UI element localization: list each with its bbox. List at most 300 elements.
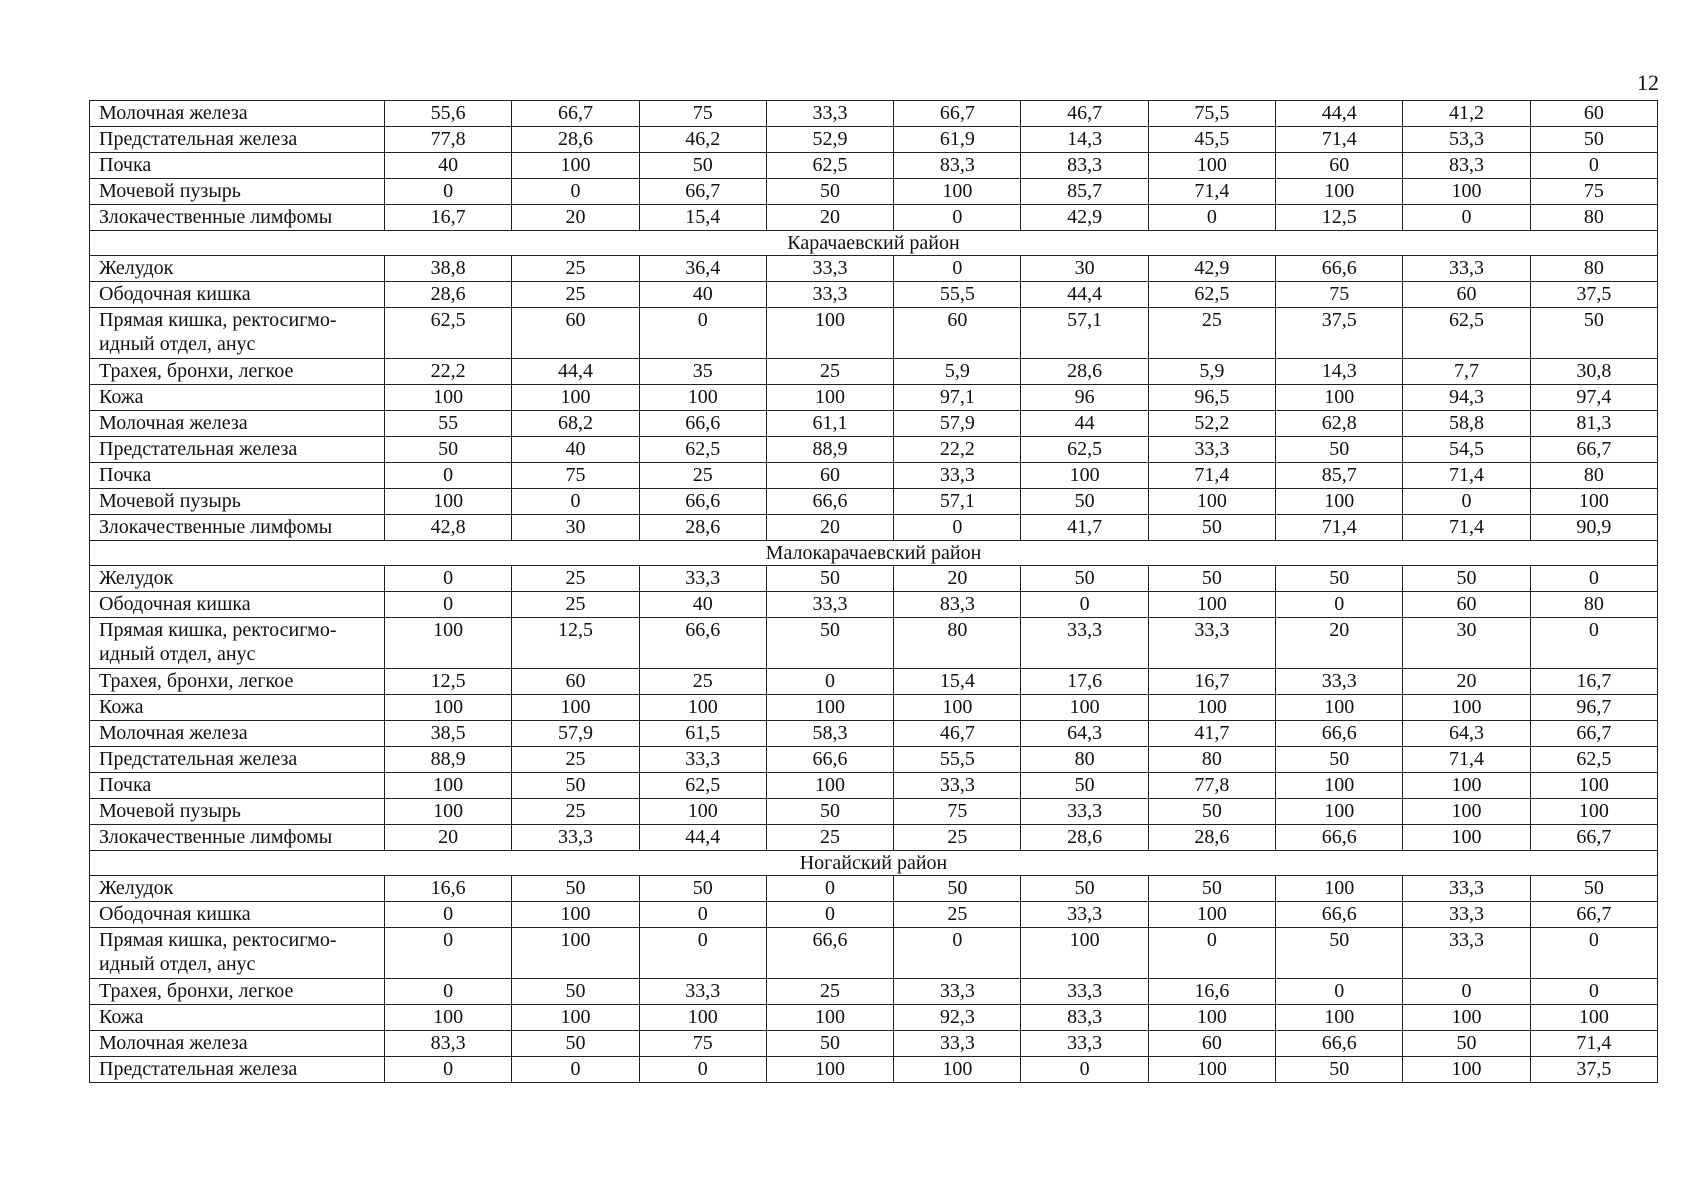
table-cell: 100	[1276, 695, 1403, 721]
table-cell: 25	[512, 799, 639, 825]
table-cell: 0	[1530, 618, 1657, 669]
table-cell: 62,5	[1530, 747, 1657, 773]
table-cell: 0	[766, 669, 893, 695]
table-cell: 0	[385, 179, 512, 205]
table-cell: 0	[1276, 979, 1403, 1005]
table-cell: 0	[766, 902, 893, 928]
row-label: Кожа	[90, 385, 385, 411]
table-row	[90, 411, 1658, 437]
table-cell: 83,3	[894, 592, 1021, 618]
table-cell: 0	[894, 256, 1021, 282]
table-cell: 100	[512, 153, 639, 179]
table-cell: 100	[1148, 153, 1275, 179]
table-cell: 68,2	[512, 411, 639, 437]
table-cell: 0	[512, 179, 639, 205]
table-cell: 20	[766, 205, 893, 231]
row-label: Злокачественные лимфомы	[90, 205, 385, 231]
table-cell: 100	[385, 773, 512, 799]
table-row	[90, 437, 1658, 463]
table-row	[90, 1057, 1658, 1083]
table-cell: 75	[1276, 282, 1403, 308]
table-cell: 100	[512, 695, 639, 721]
table-cell: 66,6	[1276, 902, 1403, 928]
table-cell: 100	[1021, 463, 1148, 489]
table-cell: 100	[894, 1057, 1021, 1083]
table-cell: 100	[1276, 773, 1403, 799]
table-cell: 66,7	[894, 101, 1021, 127]
table-cell: 33,3	[639, 979, 766, 1005]
table-cell: 20	[1403, 669, 1530, 695]
table-cell: 71,4	[1276, 515, 1403, 541]
table-cell: 96,7	[1530, 695, 1657, 721]
table-cell: 0	[1148, 205, 1275, 231]
table-cell: 20	[385, 825, 512, 851]
table-cell: 100	[385, 385, 512, 411]
table-cell: 100	[1276, 489, 1403, 515]
table-cell: 100	[385, 489, 512, 515]
table-cell: 62,8	[1276, 411, 1403, 437]
table-cell: 25	[894, 902, 1021, 928]
table-cell: 50	[1276, 566, 1403, 592]
table-cell: 60	[512, 669, 639, 695]
table-cell: 62,5	[1148, 282, 1275, 308]
table-cell: 100	[639, 1005, 766, 1031]
table-cell: 80	[1148, 747, 1275, 773]
table-cell: 0	[1403, 205, 1530, 231]
table-cell: 61,1	[766, 411, 893, 437]
table-cell: 52,9	[766, 127, 893, 153]
table-cell: 25	[512, 592, 639, 618]
table-cell: 50	[766, 1031, 893, 1057]
table-cell: 75	[1530, 179, 1657, 205]
table-cell: 42,9	[1148, 256, 1275, 282]
table-cell: 88,9	[385, 747, 512, 773]
table-cell: 66,7	[1530, 721, 1657, 747]
row-label: Кожа	[90, 695, 385, 721]
table-cell: 100	[1148, 592, 1275, 618]
table-cell: 37,5	[1276, 308, 1403, 359]
table-cell: 50	[1148, 799, 1275, 825]
table-cell: 0	[894, 928, 1021, 979]
row-label: Трахея, бронхи, легкое	[90, 669, 385, 695]
table-cell: 36,4	[639, 256, 766, 282]
table-cell: 0	[1148, 928, 1275, 979]
table-cell: 60	[1276, 153, 1403, 179]
table-row	[90, 721, 1658, 747]
table-cell: 40	[639, 592, 766, 618]
table-cell: 71,4	[1530, 1031, 1657, 1057]
table-cell: 100	[1403, 799, 1530, 825]
table-cell: 38,5	[385, 721, 512, 747]
table-cell: 100	[1403, 695, 1530, 721]
table-cell: 96	[1021, 385, 1148, 411]
table-cell: 62,5	[1403, 308, 1530, 359]
table-cell: 33,3	[1148, 618, 1275, 669]
table-cell: 66,6	[639, 411, 766, 437]
table-cell: 15,4	[639, 205, 766, 231]
table-cell: 75	[639, 101, 766, 127]
table-cell: 100	[1403, 179, 1530, 205]
table-cell: 22,2	[894, 437, 1021, 463]
row-label: Молочная железа	[90, 101, 385, 127]
table-row	[90, 592, 1658, 618]
table-cell: 55	[385, 411, 512, 437]
table-cell: 0	[639, 1057, 766, 1083]
table-cell: 41,7	[1021, 515, 1148, 541]
table-cell: 100	[385, 695, 512, 721]
table-cell: 0	[1403, 979, 1530, 1005]
row-label: Молочная железа	[90, 721, 385, 747]
table-cell: 50	[1530, 308, 1657, 359]
table-cell: 16,7	[1530, 669, 1657, 695]
table-cell: 30	[1021, 256, 1148, 282]
table-cell: 58,8	[1403, 411, 1530, 437]
table-cell: 25	[766, 825, 893, 851]
table-cell: 66,6	[1276, 1031, 1403, 1057]
table-cell: 0	[385, 979, 512, 1005]
row-label: Мочевой пузырь	[90, 489, 385, 515]
row-label: Прямая кишка, ректосигмо-идный отдел, анус	[90, 308, 385, 359]
page-number: 12	[1637, 70, 1659, 95]
table-cell: 61,9	[894, 127, 1021, 153]
table-row	[90, 385, 1658, 411]
row-label: Почка	[90, 463, 385, 489]
table-cell: 0	[1403, 489, 1530, 515]
table-cell: 66,6	[1276, 825, 1403, 851]
table-cell: 33,3	[894, 463, 1021, 489]
table-row	[90, 489, 1658, 515]
table-cell: 64,3	[1403, 721, 1530, 747]
table-cell: 33,3	[1403, 928, 1530, 979]
table-cell: 25	[512, 282, 639, 308]
table-cell: 33,3	[1021, 618, 1148, 669]
table-cell: 100	[639, 385, 766, 411]
table-cell: 35	[639, 359, 766, 385]
table-cell: 64,3	[1021, 721, 1148, 747]
table-cell: 100	[894, 179, 1021, 205]
table-cell: 100	[766, 773, 893, 799]
table-cell: 25	[766, 359, 893, 385]
table-row	[90, 153, 1658, 179]
table-cell: 100	[766, 1005, 893, 1031]
table-cell: 12,5	[512, 618, 639, 669]
table-cell: 50	[1530, 876, 1657, 902]
table-cell: 40	[385, 153, 512, 179]
table-cell: 0	[1530, 153, 1657, 179]
row-label: Желудок	[90, 256, 385, 282]
table-cell: 16,6	[1148, 979, 1275, 1005]
table-cell: 0	[1021, 592, 1148, 618]
table-cell: 100	[1403, 1057, 1530, 1083]
table-cell: 50	[512, 876, 639, 902]
table-cell: 0	[1530, 928, 1657, 979]
table-cell: 12,5	[385, 669, 512, 695]
table-cell: 100	[766, 1057, 893, 1083]
table-cell: 66,7	[639, 179, 766, 205]
table-cell: 25	[512, 566, 639, 592]
table-cell: 33,3	[894, 773, 1021, 799]
table-cell: 50	[766, 799, 893, 825]
table-cell: 0	[385, 928, 512, 979]
table-cell: 85,7	[1276, 463, 1403, 489]
table-cell: 60	[1148, 1031, 1275, 1057]
table-cell: 71,4	[1148, 179, 1275, 205]
table-cell: 44,4	[512, 359, 639, 385]
table-cell: 45,5	[1148, 127, 1275, 153]
table-cell: 100	[639, 695, 766, 721]
table-cell: 62,5	[1021, 437, 1148, 463]
table-cell: 90,9	[1530, 515, 1657, 541]
table-cell: 66,6	[766, 747, 893, 773]
table-cell: 0	[639, 928, 766, 979]
table-cell: 53,3	[1403, 127, 1530, 153]
table-cell: 0	[512, 489, 639, 515]
table-cell: 50	[1021, 773, 1148, 799]
table-cell: 100	[512, 902, 639, 928]
table-cell: 33,3	[1403, 902, 1530, 928]
table-cell: 28,6	[1021, 359, 1148, 385]
table-cell: 66,7	[1530, 825, 1657, 851]
table-cell: 88,9	[766, 437, 893, 463]
table-cell: 20	[1276, 618, 1403, 669]
table-cell: 50	[766, 618, 893, 669]
table-cell: 33,3	[1148, 437, 1275, 463]
table-cell: 66,6	[639, 489, 766, 515]
table-cell: 14,3	[1021, 127, 1148, 153]
row-label: Злокачественные лимфомы	[90, 825, 385, 851]
region-header-row	[90, 851, 1658, 876]
table-cell: 100	[894, 695, 1021, 721]
table-cell: 0	[894, 515, 1021, 541]
table-cell: 33,3	[1021, 902, 1148, 928]
row-label: Злокачественные лимфомы	[90, 515, 385, 541]
table-cell: 66,7	[1530, 902, 1657, 928]
table-row	[90, 979, 1658, 1005]
table-row	[90, 127, 1658, 153]
row-label: Почка	[90, 773, 385, 799]
table-cell: 100	[1530, 773, 1657, 799]
table-cell: 77,8	[385, 127, 512, 153]
table-cell: 0	[639, 902, 766, 928]
table-row	[90, 1031, 1658, 1057]
region-header-row	[90, 541, 1658, 566]
table-cell: 55,6	[385, 101, 512, 127]
table-cell: 0	[1021, 1057, 1148, 1083]
table-row	[90, 205, 1658, 231]
table-cell: 60	[766, 463, 893, 489]
table-cell: 20	[512, 205, 639, 231]
table-cell: 33,3	[766, 256, 893, 282]
row-label: Молочная железа	[90, 1031, 385, 1057]
table-cell: 83,3	[1021, 1005, 1148, 1031]
table-body	[90, 101, 1658, 1083]
table-cell: 16,7	[1148, 669, 1275, 695]
table-cell: 40	[639, 282, 766, 308]
table-cell: 50	[1276, 1057, 1403, 1083]
table-cell: 44,4	[639, 825, 766, 851]
row-label: Предстательная железа	[90, 127, 385, 153]
table-cell: 58,3	[766, 721, 893, 747]
table-cell: 100	[766, 385, 893, 411]
row-label: Предстательная железа	[90, 437, 385, 463]
table-cell: 60	[894, 308, 1021, 359]
row-label: Молочная железа	[90, 411, 385, 437]
table-cell: 83,3	[894, 153, 1021, 179]
table-cell: 60	[1530, 101, 1657, 127]
table-cell: 100	[1403, 825, 1530, 851]
table-cell: 71,4	[1276, 127, 1403, 153]
row-label: Предстательная железа	[90, 1057, 385, 1083]
table-cell: 75,5	[1148, 101, 1275, 127]
table-cell: 57,9	[894, 411, 1021, 437]
table-cell: 83,3	[385, 1031, 512, 1057]
table-row	[90, 876, 1658, 902]
table-cell: 25	[894, 825, 1021, 851]
table-cell: 77,8	[1148, 773, 1275, 799]
table-cell: 16,6	[385, 876, 512, 902]
table-cell: 61,5	[639, 721, 766, 747]
table-cell: 0	[385, 902, 512, 928]
table-cell: 33,3	[512, 825, 639, 851]
row-label: Желудок	[90, 876, 385, 902]
row-label: Трахея, бронхи, легкое	[90, 979, 385, 1005]
table-cell: 50	[1276, 747, 1403, 773]
table-cell: 12,5	[1276, 205, 1403, 231]
table-cell: 25	[1148, 308, 1275, 359]
table-cell: 25	[639, 669, 766, 695]
table-cell: 57,1	[1021, 308, 1148, 359]
table-cell: 57,1	[894, 489, 1021, 515]
table-cell: 50	[1148, 876, 1275, 902]
table-cell: 57,9	[512, 721, 639, 747]
table-cell: 42,8	[385, 515, 512, 541]
table-cell: 25	[766, 979, 893, 1005]
table-cell: 80	[1021, 747, 1148, 773]
table-cell: 17,6	[1021, 669, 1148, 695]
table-row	[90, 179, 1658, 205]
table-cell: 25	[639, 463, 766, 489]
row-label: Почка	[90, 153, 385, 179]
table-cell: 80	[1530, 463, 1657, 489]
table-cell: 100	[385, 618, 512, 669]
table-cell: 41,7	[1148, 721, 1275, 747]
table-cell: 100	[1530, 489, 1657, 515]
table-cell: 50	[1148, 515, 1275, 541]
table-cell: 37,5	[1530, 1057, 1657, 1083]
table-cell: 100	[1530, 1005, 1657, 1031]
table-cell: 62,5	[639, 773, 766, 799]
table-cell: 52,2	[1148, 411, 1275, 437]
table-cell: 28,6	[385, 282, 512, 308]
table-cell: 28,6	[1148, 825, 1275, 851]
table-cell: 44,4	[1021, 282, 1148, 308]
table-cell: 66,6	[639, 618, 766, 669]
table-cell: 33,3	[1021, 1031, 1148, 1057]
row-label: Прямая кишка, ректосигмо-идный отдел, анус	[90, 618, 385, 669]
table-cell: 100	[1276, 1005, 1403, 1031]
table-cell: 100	[766, 695, 893, 721]
table-cell: 81,3	[1530, 411, 1657, 437]
table-row	[90, 825, 1658, 851]
table-cell: 33,3	[1021, 799, 1148, 825]
table-cell: 50	[1276, 928, 1403, 979]
table-row	[90, 359, 1658, 385]
table-cell: 100	[1148, 1005, 1275, 1031]
table-cell: 46,7	[1021, 101, 1148, 127]
table-cell: 66,7	[1530, 437, 1657, 463]
table-cell: 62,5	[385, 308, 512, 359]
table-cell: 41,2	[1403, 101, 1530, 127]
table-cell: 100	[766, 308, 893, 359]
table-cell: 50	[1021, 566, 1148, 592]
table-cell: 50	[512, 773, 639, 799]
table-cell: 50	[385, 437, 512, 463]
table-cell: 80	[1530, 205, 1657, 231]
table-cell: 96,5	[1148, 385, 1275, 411]
table-cell: 25	[512, 256, 639, 282]
table-cell: 54,5	[1403, 437, 1530, 463]
table-cell: 0	[894, 205, 1021, 231]
table-cell: 33,3	[894, 979, 1021, 1005]
row-label: Прямая кишка, ректосигмо-идный отдел, анус	[90, 928, 385, 979]
row-label: Ободочная кишка	[90, 282, 385, 308]
table-cell: 33,3	[1021, 979, 1148, 1005]
table-cell: 92,3	[894, 1005, 1021, 1031]
region-name: Карачаевский район	[90, 231, 1658, 256]
table-cell: 100	[1148, 902, 1275, 928]
table-cell: 50	[639, 153, 766, 179]
data-table-container	[89, 100, 1657, 1083]
table-cell: 100	[1148, 489, 1275, 515]
table-cell: 83,3	[1403, 153, 1530, 179]
table-cell: 60	[1403, 592, 1530, 618]
table-cell: 30	[512, 515, 639, 541]
table-cell: 100	[512, 928, 639, 979]
table-cell: 60	[1403, 282, 1530, 308]
table-cell: 0	[1530, 566, 1657, 592]
table-cell: 50	[766, 179, 893, 205]
table-cell: 20	[766, 515, 893, 541]
table-cell: 0	[766, 876, 893, 902]
table-cell: 50	[512, 979, 639, 1005]
table-cell: 0	[385, 1057, 512, 1083]
table-cell: 50	[1148, 566, 1275, 592]
table-cell: 37,5	[1530, 282, 1657, 308]
row-label: Желудок	[90, 566, 385, 592]
table-cell: 44	[1021, 411, 1148, 437]
table-cell: 50	[1403, 566, 1530, 592]
table-cell: 66,7	[512, 101, 639, 127]
region-header-row	[90, 231, 1658, 256]
table-row	[90, 282, 1658, 308]
table-row	[90, 308, 1658, 359]
table-cell: 33,3	[1276, 669, 1403, 695]
table-cell: 46,7	[894, 721, 1021, 747]
table-cell: 100	[385, 799, 512, 825]
table-cell: 75	[894, 799, 1021, 825]
table-cell: 25	[512, 747, 639, 773]
table-cell: 100	[512, 385, 639, 411]
table-cell: 50	[1276, 437, 1403, 463]
table-cell: 33,3	[766, 592, 893, 618]
table-cell: 50	[512, 1031, 639, 1057]
table-row	[90, 463, 1658, 489]
region-name: Ногайский район	[90, 851, 1658, 876]
table-cell: 44,4	[1276, 101, 1403, 127]
table-cell: 66,6	[766, 928, 893, 979]
table-cell: 50	[1530, 127, 1657, 153]
table-cell: 100	[1530, 799, 1657, 825]
